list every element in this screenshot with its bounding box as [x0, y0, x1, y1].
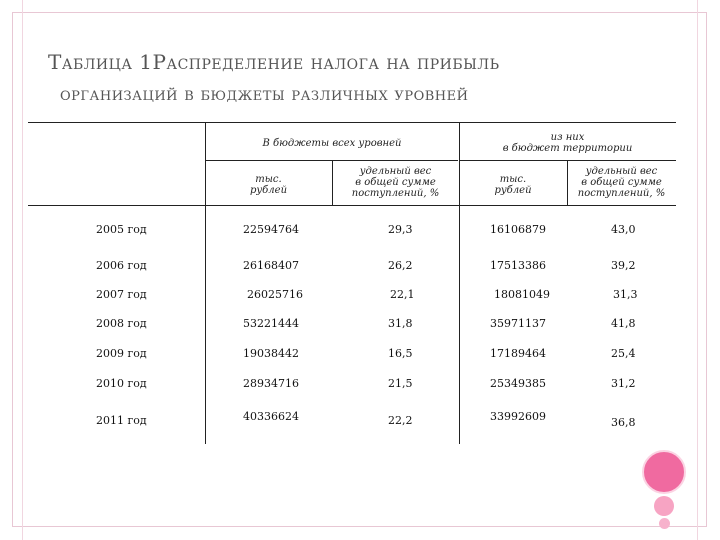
- row-all-sum: 19038442: [243, 347, 299, 360]
- row-year: 2008 год: [96, 317, 147, 330]
- row-all-sum: 40336624: [243, 410, 299, 423]
- header-all-share-line-1: удельный вес: [359, 166, 432, 177]
- slide-title: [48, 50, 688, 105]
- row-year: 2009 год: [96, 347, 147, 360]
- header-territory-thousand-rub-line-1: тыс.: [499, 174, 527, 185]
- row-year: 2010 год: [96, 377, 147, 390]
- row-year: 2005 год: [96, 223, 147, 236]
- table-row: [28, 288, 676, 308]
- table-row: [28, 410, 676, 434]
- header-territory-share-line-1: удельный вес: [585, 166, 658, 177]
- table-row: [28, 377, 676, 397]
- table-top-border: [28, 122, 676, 123]
- row-territory-share: 31,2: [611, 377, 636, 390]
- row-territory-sum: 17513386: [490, 259, 546, 272]
- row-year: 2006 год: [96, 259, 147, 272]
- row-all-share: 21,5: [388, 377, 413, 390]
- header-territory-thousand-rub: [459, 174, 567, 196]
- row-all-sum: 22594764: [243, 223, 299, 236]
- row-territory-share: 25,4: [611, 347, 636, 360]
- table-row: [28, 347, 676, 367]
- header-all-share-line-2: в общей сумме: [355, 177, 436, 188]
- row-territory-sum: 17189464: [490, 347, 546, 360]
- header-territory: [459, 132, 676, 154]
- row-territory-share: 39,2: [611, 259, 636, 272]
- header-all-thousand-rub-line-1: тыс.: [255, 174, 282, 185]
- row-territory-share: 41,8: [611, 317, 636, 330]
- row-all-sum: 26025716: [247, 288, 303, 301]
- decorative-pink-circle-large: [642, 450, 686, 494]
- header-all-levels: В бюджеты всех уровней: [262, 138, 402, 149]
- table-row: [28, 317, 676, 337]
- row-territory-sum: 33992609: [490, 410, 546, 423]
- decorative-left-line: [22, 0, 23, 540]
- header-all-share: [332, 166, 459, 199]
- row-territory-sum: 16106879: [490, 223, 546, 236]
- decorative-pink-circle-small: [659, 518, 670, 529]
- row-all-share: 29,3: [388, 223, 413, 236]
- header-all-thousand-rub: [205, 174, 332, 196]
- row-all-share: 22,2: [388, 414, 413, 427]
- header-territory-share-line-3: поступлений, %: [577, 188, 666, 199]
- row-year: 2011 год: [96, 414, 147, 427]
- header-all-share-line-3: поступлений, %: [351, 188, 440, 199]
- title-line-2: организаций в бюджеты различных уровней: [60, 84, 469, 105]
- row-all-share: 31,8: [388, 317, 413, 330]
- row-territory-sum: 35971137: [490, 317, 546, 330]
- row-territory-share: 31,3: [613, 288, 638, 301]
- row-all-sum: 28934716: [243, 377, 299, 390]
- row-all-sum: 53221444: [243, 317, 299, 330]
- row-all-sum: 26168407: [243, 259, 299, 272]
- header-territory-thousand-rub-line-2: рублей: [494, 185, 532, 196]
- header-all-thousand-rub-line-2: рублей: [249, 185, 288, 196]
- row-all-share: 22,1: [390, 288, 415, 301]
- row-territory-sum: 18081049: [494, 288, 550, 301]
- decorative-pink-circle-medium: [654, 496, 674, 516]
- row-territory-sum: 25349385: [490, 377, 546, 390]
- header-bottom-border: [28, 205, 676, 206]
- row-all-share: 26,2: [388, 259, 413, 272]
- row-year: 2007 год: [96, 288, 147, 301]
- row-all-share: 16,5: [388, 347, 413, 360]
- header-territory-line-2: в бюджет территории: [502, 143, 633, 154]
- header-territory-share-line-2: в общей сумме: [581, 177, 662, 188]
- table-row: [28, 223, 676, 243]
- table-row: [28, 259, 676, 279]
- row-territory-share: 36,8: [611, 416, 636, 429]
- header-territory-share: [567, 166, 676, 199]
- title-line-1: Таблица 1Распределение налога на прибыль: [48, 50, 500, 74]
- row-territory-share: 43,0: [611, 223, 636, 236]
- header-territory-line-1: из них: [550, 132, 585, 143]
- tax-distribution-table: [28, 122, 678, 444]
- decorative-right-line: [697, 0, 698, 540]
